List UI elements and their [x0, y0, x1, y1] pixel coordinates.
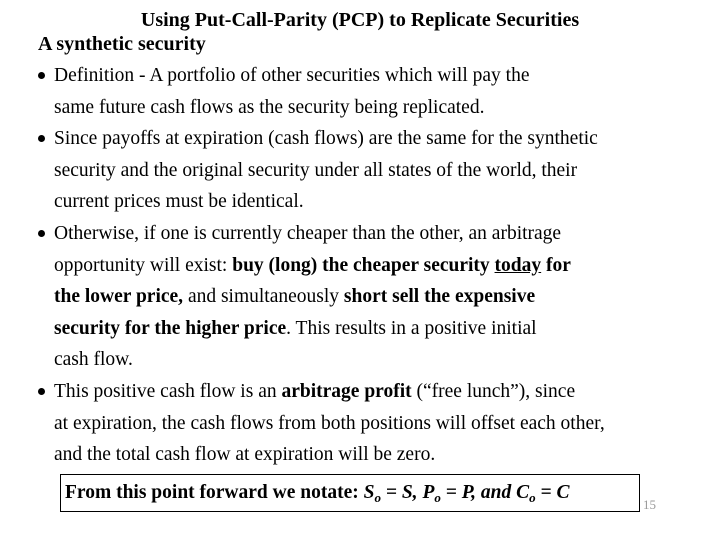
- notation-c-equals: = C: [535, 482, 570, 503]
- bullet-text-line: security and the original security under all states of the world, their: [54, 159, 578, 181]
- notation-p-subscript: o: [434, 490, 441, 505]
- bullet-list: [0, 60, 720, 471]
- bullet-text-line: cash flow.: [54, 349, 133, 371]
- emphasis-text: for: [541, 254, 571, 276]
- bullet-definition: [0, 60, 720, 123]
- bullet-text-line: Since payoffs at expiration (cash flows) are the same for the synthetic: [54, 128, 598, 150]
- notation-c: C: [516, 482, 530, 503]
- notation-p: P: [422, 482, 435, 503]
- page-number: 15: [643, 497, 656, 512]
- bullet-text-line: [54, 281, 720, 313]
- text-run: opportunity will exist:: [54, 254, 233, 276]
- text-run: and simultaneously: [183, 286, 344, 308]
- bullet-arbitrage-opportunity: [0, 218, 720, 376]
- bullet-text-line: Otherwise, if one is currently cheaper than the other, an arbitrage: [54, 222, 562, 244]
- notation-prefix: From this point forward we notate:: [65, 482, 364, 503]
- bullet-text-line: [54, 376, 720, 408]
- notation-s: S: [363, 482, 375, 503]
- emphasis-underlined-text: today: [494, 254, 542, 276]
- notation-p-equals: = P, and: [440, 482, 517, 503]
- text-run: . This results in a positive initial: [286, 317, 537, 339]
- emphasis-text: buy (long) the cheaper security: [232, 254, 495, 276]
- bullet-dot-icon: [38, 72, 45, 79]
- slide-subtitle: A synthetic security: [38, 33, 206, 55]
- text-run: (“free lunch”), since: [411, 380, 576, 402]
- bullet-text-line: current prices must be identical.: [54, 191, 304, 213]
- emphasis-text: security for the higher price: [54, 317, 287, 339]
- bullet-dot-icon: [38, 388, 45, 395]
- bullet-text-line: [54, 250, 720, 282]
- bullet-text-line: and the total cash flow at expiration will be zero.: [54, 444, 436, 466]
- bullet-identical-prices: [0, 123, 720, 218]
- bullet-arbitrage-profit: [0, 376, 720, 471]
- notation-c-subscript: o: [529, 490, 536, 505]
- bullet-dot-icon: [38, 230, 45, 237]
- bullet-text-line: same future cash flows as the security being replicated.: [54, 96, 485, 118]
- notation-box: [60, 474, 640, 512]
- emphasis-text: arbitrage profit: [281, 380, 412, 402]
- slide-title: Using Put-Call-Parity (PCP) to Replicate Securities: [140, 9, 580, 31]
- bullet-dot-icon: [38, 135, 45, 142]
- bullet-text-line: [54, 313, 720, 345]
- emphasis-text: short sell the expensive: [343, 286, 536, 308]
- notation-s-equals: = S,: [380, 482, 423, 503]
- emphasis-text: the lower price,: [54, 286, 184, 308]
- notation-s-subscript: o: [374, 490, 381, 505]
- text-run: This positive cash flow is an: [54, 380, 282, 402]
- bullet-text-line: Definition - A portfolio of other securities which will pay the: [54, 65, 530, 86]
- bullet-text-line: at expiration, the cash flows from both positions will offset each other,: [54, 412, 605, 434]
